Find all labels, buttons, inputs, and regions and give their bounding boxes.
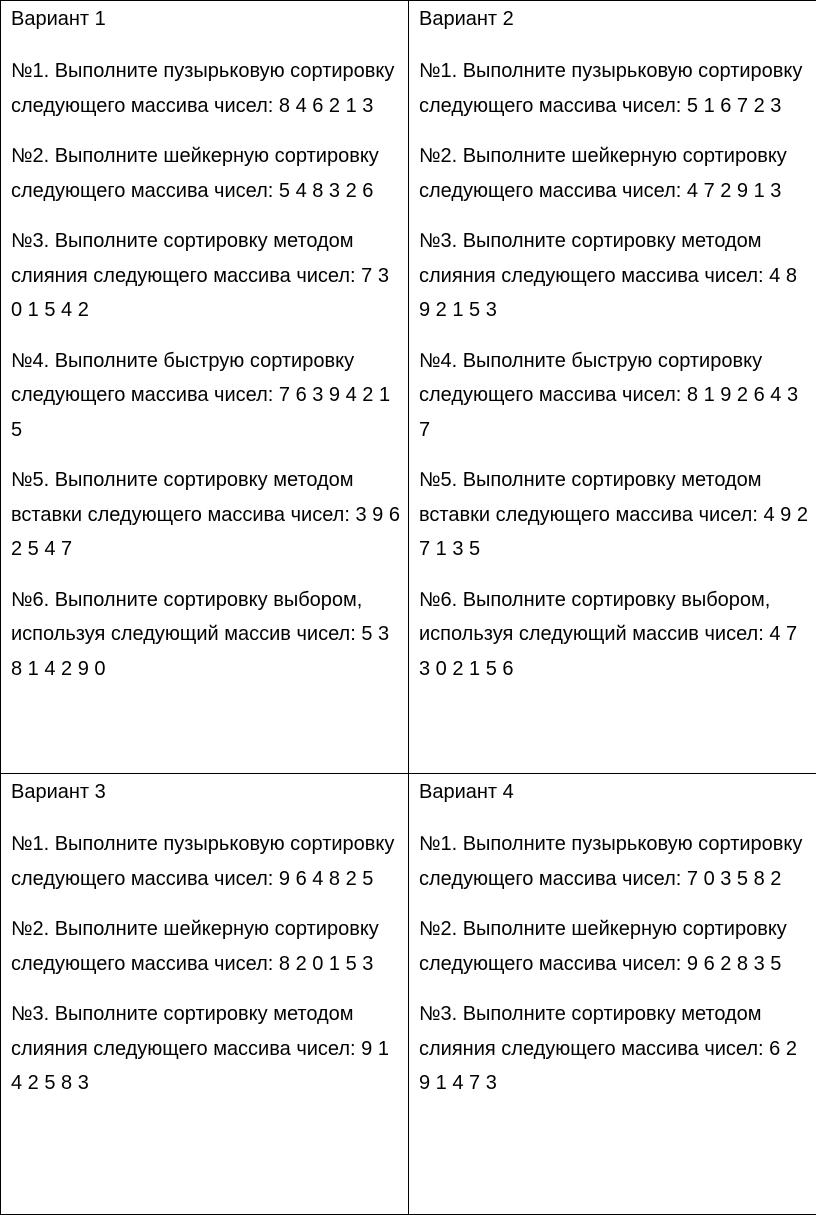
- task-text: №5. Выполните сортировку методом вставки следующего массива чисел:: [11, 469, 354, 526]
- variants-row-2: [1, 774, 816, 1215]
- task-numbers: 4 9 2 7 1 3 5: [419, 504, 808, 561]
- task-item: [419, 912, 812, 981]
- variant-title: Вариант 4: [419, 774, 812, 827]
- task-item: [11, 827, 402, 896]
- task-numbers: 9 6 4 8 2 5: [279, 868, 374, 890]
- task-item: [419, 583, 812, 687]
- variants-row-1: [1, 1, 816, 774]
- task-text: №2. Выполните шейкерную сортировку следующего массива чисел:: [419, 918, 787, 975]
- task-item: [11, 997, 402, 1101]
- task-numbers: 9 1 4 2 5 8 3: [11, 1038, 389, 1095]
- variant-cell-1: [1, 1, 409, 774]
- task-numbers: 9 6 2 8 3 5: [687, 953, 782, 975]
- task-item: [419, 463, 812, 567]
- task-numbers: 8 2 0 1 5 3: [279, 953, 374, 975]
- task-item: [419, 139, 812, 208]
- variant-cell-2: [409, 1, 816, 774]
- task-item: [419, 54, 812, 123]
- task-numbers: 7 3 0 1 5 4 2: [11, 265, 389, 322]
- task-text: №1. Выполните пузырьковую сортировку следующего массива чисел:: [11, 833, 394, 890]
- task-item: [419, 997, 812, 1101]
- task-item: [11, 463, 402, 567]
- task-item: [11, 583, 402, 687]
- task-numbers: 5 4 8 3 2 6: [279, 180, 374, 202]
- task-numbers: 8 4 6 2 1 3: [279, 95, 374, 117]
- task-text: №3. Выполните сортировку методом слияния следующего массива чисел:: [11, 230, 356, 287]
- task-text: №6. Выполните сортировку выбором, используя следующий массив чисел:: [419, 589, 770, 646]
- task-item: [11, 344, 402, 448]
- task-numbers: 6 2 9 1 4 7 3: [419, 1038, 797, 1095]
- task-item: [419, 344, 812, 448]
- task-numbers: 8 1 9 2 6 4 3 7: [419, 384, 798, 441]
- task-numbers: 4 7 3 0 2 1 5 6: [419, 623, 797, 680]
- task-text: №1. Выполните пузырьковую сортировку следующего массива чисел:: [419, 833, 802, 890]
- task-numbers: 4 8 9 2 1 5 3: [419, 265, 797, 322]
- variant-title: Вариант 1: [11, 1, 402, 54]
- task-item: [11, 224, 402, 328]
- task-text: №6. Выполните сортировку выбором, используя следующий массив чисел:: [11, 589, 362, 646]
- task-item: [11, 139, 402, 208]
- variant-title: Вариант 2: [419, 1, 812, 54]
- task-text: №3. Выполните сортировку методом слияния следующего массива чисел:: [11, 1003, 356, 1060]
- task-numbers: 7 6 3 9 4 2 1 5: [11, 384, 390, 441]
- task-numbers: 5 1 6 7 2 3: [687, 95, 782, 117]
- task-item: [11, 54, 402, 123]
- variant-cell-4: [409, 774, 816, 1215]
- task-text: №1. Выполните пузырьковую сортировку следующего массива чисел:: [419, 60, 802, 117]
- task-numbers: 5 3 8 1 4 2 9 0: [11, 623, 389, 680]
- task-text: №5. Выполните сортировку методом вставки следующего массива чисел:: [419, 469, 762, 526]
- task-text: №1. Выполните пузырьковую сортировку следующего массива чисел:: [11, 60, 394, 117]
- task-text: №3. Выполните сортировку методом слияния следующего массива чисел:: [419, 1003, 764, 1060]
- task-numbers: 7 0 3 5 8 2: [687, 868, 782, 890]
- task-item: [419, 827, 812, 896]
- task-text: №4. Выполните быструю сортировку следующего массива чисел:: [419, 350, 762, 407]
- task-numbers: 3 9 6 2 5 4 7: [11, 504, 400, 561]
- task-text: №2. Выполните шейкерную сортировку следующего массива чисел:: [11, 918, 379, 975]
- task-text: №2. Выполните шейкерную сортировку следующего массива чисел:: [11, 145, 379, 202]
- task-text: №2. Выполните шейкерную сортировку следующего массива чисел:: [419, 145, 787, 202]
- task-numbers: 4 7 2 9 1 3: [687, 180, 782, 202]
- task-item: [419, 224, 812, 328]
- variant-title: Вариант 3: [11, 774, 402, 827]
- variant-cell-3: [1, 774, 409, 1215]
- task-item: [11, 912, 402, 981]
- task-text: №3. Выполните сортировку методом слияния следующего массива чисел:: [419, 230, 764, 287]
- task-text: №4. Выполните быструю сортировку следующего массива чисел:: [11, 350, 354, 407]
